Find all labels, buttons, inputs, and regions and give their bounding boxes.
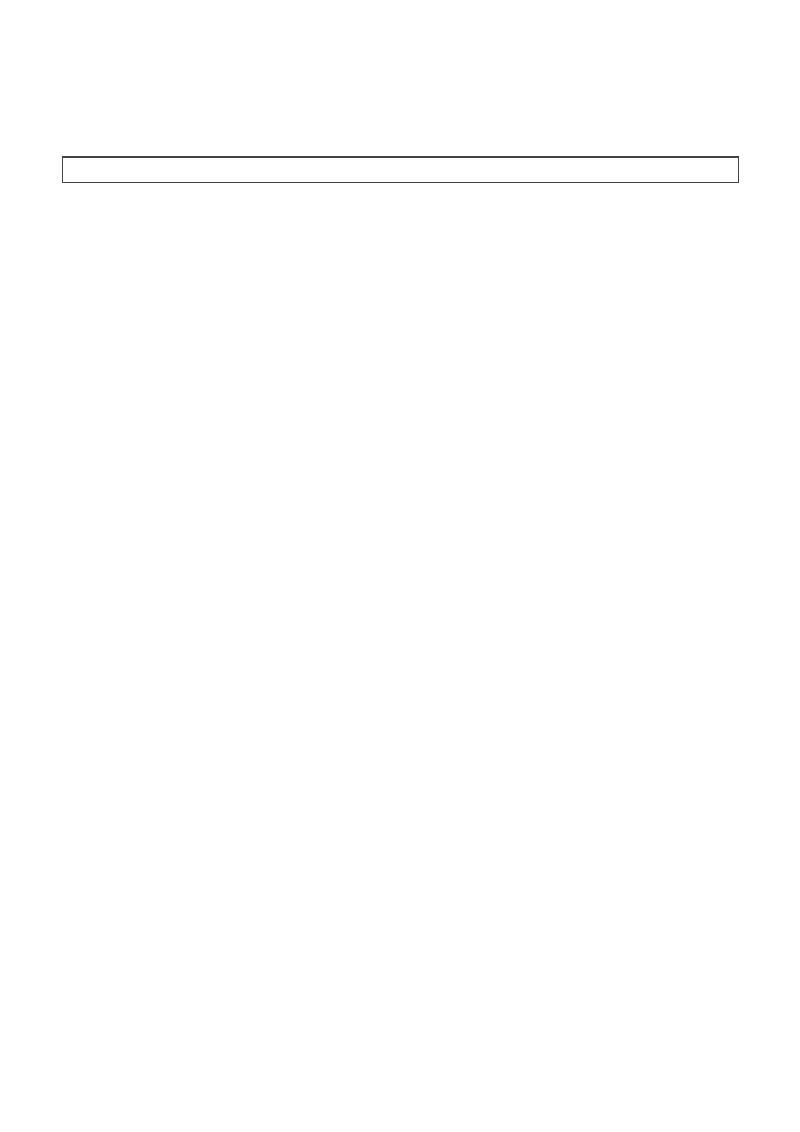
vocab-table <box>62 156 739 183</box>
empty-cell <box>63 158 738 182</box>
empty-footer-row <box>63 158 738 182</box>
